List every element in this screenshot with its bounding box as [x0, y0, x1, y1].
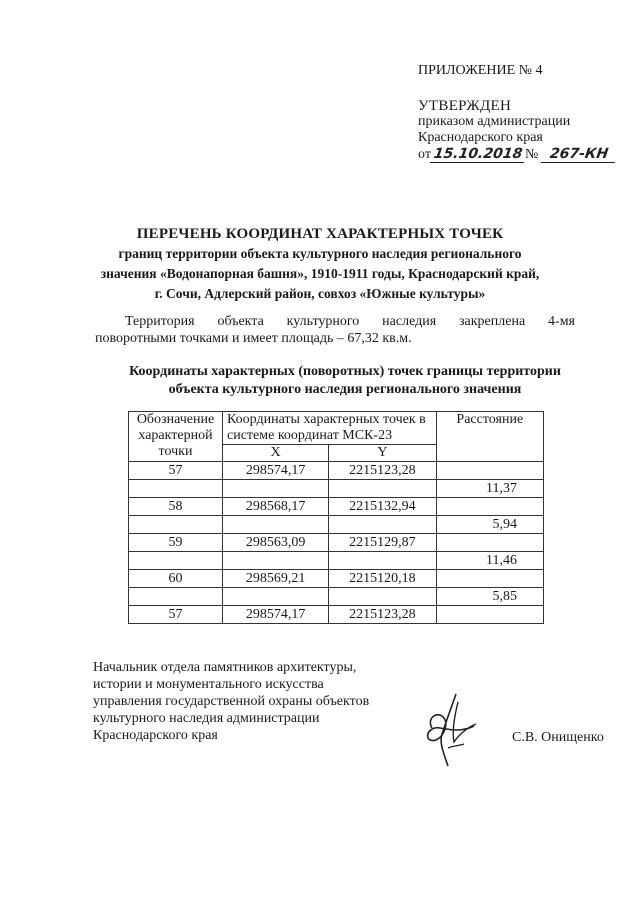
cell-y: 2215132,94	[329, 498, 436, 516]
cell-y	[329, 552, 436, 570]
signatory-line-3: управления государственной охраны объектов	[93, 694, 370, 709]
cell-point: 57	[129, 606, 223, 624]
order-number-sign: №	[524, 147, 539, 162]
cell-distance	[436, 606, 543, 624]
cell-point: 59	[129, 534, 223, 552]
cell-x: 298574,17	[223, 606, 329, 624]
table-row	[129, 534, 544, 552]
cell-point	[129, 516, 223, 534]
cell-distance: 11,46	[436, 552, 543, 570]
cell-point	[129, 552, 223, 570]
order-date: 15.10.2018	[430, 146, 526, 163]
cell-x	[223, 588, 329, 606]
cell-distance: 11,37	[436, 480, 543, 498]
table-row	[129, 480, 544, 498]
signatory-line-5: Краснодарского края	[93, 728, 218, 743]
cell-point: 57	[129, 462, 223, 480]
cell-y	[329, 516, 436, 534]
table-row	[129, 588, 544, 606]
signatory-line-4: культурного наследия администрации	[93, 711, 320, 726]
description-line-1: Территория объекта культурного наследия закреплена 4-мя	[125, 314, 575, 329]
order-line-1: приказом администрации	[418, 114, 571, 129]
cell-point	[129, 588, 223, 606]
cell-x: 298574,17	[223, 462, 329, 480]
appendix-number: ПРИЛОЖЕНИЕ № 4	[418, 63, 543, 78]
cell-x: 298568,17	[223, 498, 329, 516]
title-line-3: значения «Водонапорная башня», 1910-1911 годы, Краснодарский край,	[100, 266, 540, 281]
cell-y: 2215123,28	[329, 462, 436, 480]
document-title	[60, 224, 580, 304]
cell-distance	[436, 462, 543, 480]
signatory-name: С.В. Онищенко	[512, 730, 604, 745]
order-line-2: Краснодарского края	[418, 130, 543, 145]
table-row	[129, 498, 544, 516]
header-distance: Расстояние	[436, 412, 543, 462]
cell-distance	[436, 570, 543, 588]
header-x: X	[223, 445, 329, 462]
cell-y: 2215120,18	[329, 570, 436, 588]
description-line-2: поворотными точками и имеет площадь – 67,32 кв.м.	[95, 331, 412, 346]
cell-x: 298563,09	[223, 534, 329, 552]
title-line-4: г. Сочи, Адлерский район, совхоз «Южные культуры»	[154, 286, 486, 301]
table-row	[129, 462, 544, 480]
header-y: Y	[329, 445, 436, 462]
cell-point	[129, 480, 223, 498]
cell-point: 58	[129, 498, 223, 516]
cell-y: 2215123,28	[329, 606, 436, 624]
cell-y	[329, 588, 436, 606]
territory-description	[95, 313, 575, 347]
cell-distance	[436, 498, 543, 516]
header-coordinates: Координаты характерных точек в системе координат МСК-23	[223, 412, 437, 445]
table-row	[129, 606, 544, 624]
table-title-line-2: объекта культурного наследия регионального значения	[168, 382, 522, 397]
cell-distance: 5,85	[436, 588, 543, 606]
signatory-line-2: истории и монументального искусства	[93, 677, 324, 692]
table-title	[100, 363, 590, 399]
cell-x	[223, 516, 329, 534]
signatory-line-1: Начальник отдела памятников архитектуры,	[93, 660, 357, 675]
table-title-line-1: Координаты характерных (поворотных) точек границы территории	[129, 364, 561, 379]
cell-distance	[436, 534, 543, 552]
order-date-line	[418, 146, 616, 163]
table-row	[129, 552, 544, 570]
header-designation: Обозначение характерной точки	[129, 412, 223, 462]
cell-distance: 5,94	[436, 516, 543, 534]
cell-x	[223, 480, 329, 498]
order-number: 267-КН	[541, 146, 617, 163]
cell-y	[329, 480, 436, 498]
title-main: ПЕРЕЧЕНЬ КООРДИНАТ ХАРАКТЕРНЫХ ТОЧЕК	[136, 226, 504, 242]
title-line-2: границ территории объекта культурного наследия регионального	[118, 246, 522, 261]
cell-point: 60	[129, 570, 223, 588]
table-row	[129, 516, 544, 534]
signatory-position	[93, 659, 369, 744]
cell-y: 2215129,87	[329, 534, 436, 552]
table-row	[129, 570, 544, 588]
coordinates-table	[128, 411, 544, 624]
approved-label: УТВЕРЖДЕН	[418, 98, 512, 114]
order-from-label: от	[418, 147, 431, 162]
handwritten-signature	[418, 688, 496, 770]
cell-x	[223, 552, 329, 570]
cell-x: 298569,21	[223, 570, 329, 588]
approval-block	[418, 63, 616, 163]
